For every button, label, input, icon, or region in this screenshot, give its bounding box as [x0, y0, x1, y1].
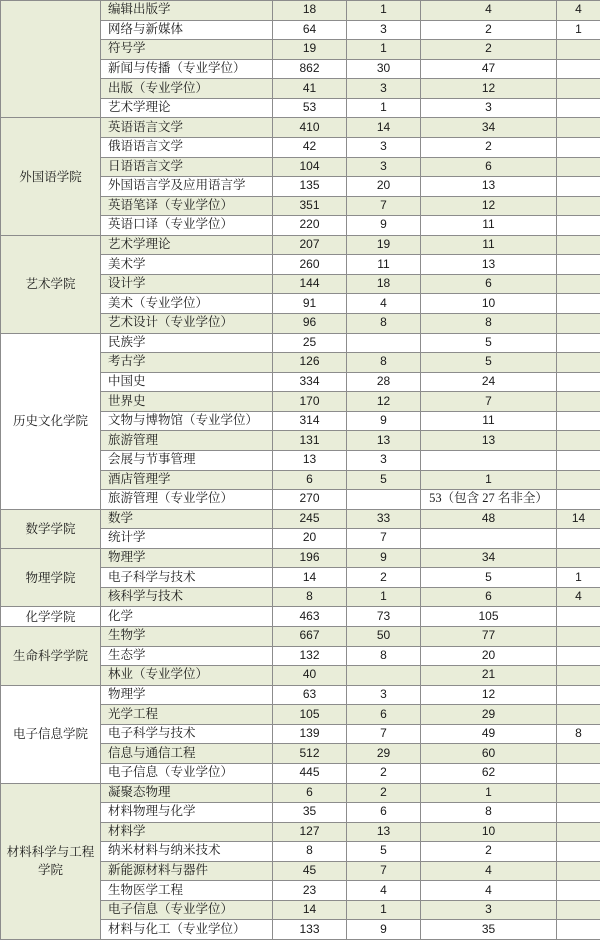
- value-cell-v1: 18: [273, 1, 347, 21]
- value-cell-v4: [557, 744, 600, 764]
- value-cell-v2: 9: [347, 216, 421, 236]
- value-cell-v2: 1: [347, 40, 421, 60]
- table-row: [1, 627, 600, 647]
- major-cell: 网络与新媒体: [101, 20, 273, 40]
- value-cell-v4: 4: [557, 587, 600, 607]
- value-cell-v1: 144: [273, 274, 347, 294]
- value-cell-v4: [557, 40, 600, 60]
- value-cell-v4: [557, 685, 600, 705]
- value-cell-v1: 104: [273, 157, 347, 177]
- table-row: [1, 333, 600, 353]
- value-cell-v1: 19: [273, 40, 347, 60]
- major-cell: 化学: [101, 607, 273, 627]
- value-cell-v1: 127: [273, 822, 347, 842]
- value-cell-v4: [557, 79, 600, 99]
- value-cell-v2: 1: [347, 900, 421, 920]
- value-cell-v2: 3: [347, 79, 421, 99]
- value-cell-v4: [557, 157, 600, 177]
- value-cell-v3: 1: [421, 470, 557, 490]
- major-cell: 中国史: [101, 372, 273, 392]
- value-cell-v4: [557, 450, 600, 470]
- college-cell: 电子信息学院: [1, 685, 101, 783]
- value-cell-v1: 45: [273, 861, 347, 881]
- value-cell-v3: [421, 529, 557, 549]
- value-cell-v3: 49: [421, 724, 557, 744]
- value-cell-v4: [557, 411, 600, 431]
- major-cell: 林业（专业学位）: [101, 666, 273, 686]
- value-cell-v3: 10: [421, 294, 557, 314]
- table-row: [1, 118, 600, 138]
- major-cell: 美术（专业学位）: [101, 294, 273, 314]
- value-cell-v4: [557, 607, 600, 627]
- value-cell-v2: 3: [347, 137, 421, 157]
- value-cell-v3: 11: [421, 216, 557, 236]
- value-cell-v4: [557, 235, 600, 255]
- value-cell-v1: 512: [273, 744, 347, 764]
- value-cell-v1: 314: [273, 411, 347, 431]
- value-cell-v3: 29: [421, 705, 557, 725]
- value-cell-v3: 13: [421, 255, 557, 275]
- value-cell-v2: 8: [347, 646, 421, 666]
- value-cell-v2: [347, 666, 421, 686]
- value-cell-v1: 220: [273, 216, 347, 236]
- college-cell: [1, 1, 101, 118]
- college-cell: 生命科学学院: [1, 627, 101, 686]
- value-cell-v4: [557, 529, 600, 549]
- major-cell: 凝聚态物理: [101, 783, 273, 803]
- value-cell-v3: 4: [421, 881, 557, 901]
- value-cell-v1: 196: [273, 548, 347, 568]
- value-cell-v4: 1: [557, 20, 600, 40]
- value-cell-v3: 62: [421, 763, 557, 783]
- value-cell-v4: [557, 177, 600, 197]
- value-cell-v2: 3: [347, 20, 421, 40]
- value-cell-v1: 133: [273, 920, 347, 940]
- value-cell-v3: 60: [421, 744, 557, 764]
- value-cell-v1: 667: [273, 627, 347, 647]
- value-cell-v3: 5: [421, 568, 557, 588]
- value-cell-v3: 11: [421, 411, 557, 431]
- value-cell-v1: 351: [273, 196, 347, 216]
- major-cell: 旅游管理: [101, 431, 273, 451]
- value-cell-v1: 96: [273, 314, 347, 334]
- value-cell-v1: 14: [273, 900, 347, 920]
- value-cell-v4: [557, 333, 600, 353]
- value-cell-v1: 91: [273, 294, 347, 314]
- value-cell-v2: 6: [347, 803, 421, 823]
- value-cell-v3: [421, 450, 557, 470]
- value-cell-v4: [557, 861, 600, 881]
- value-cell-v1: 20: [273, 529, 347, 549]
- value-cell-v3: 20: [421, 646, 557, 666]
- value-cell-v4: [557, 59, 600, 79]
- value-cell-v2: 6: [347, 705, 421, 725]
- value-cell-v3: 21: [421, 666, 557, 686]
- major-cell: 数学: [101, 509, 273, 529]
- value-cell-v3: 11: [421, 235, 557, 255]
- college-cell: 艺术学院: [1, 235, 101, 333]
- major-cell: 材料学: [101, 822, 273, 842]
- value-cell-v1: 23: [273, 881, 347, 901]
- value-cell-v4: [557, 372, 600, 392]
- value-cell-v1: 126: [273, 353, 347, 373]
- value-cell-v4: [557, 881, 600, 901]
- college-cell: 历史文化学院: [1, 333, 101, 509]
- value-cell-v4: [557, 353, 600, 373]
- value-cell-v2: 1: [347, 587, 421, 607]
- value-cell-v3: 6: [421, 274, 557, 294]
- value-cell-v4: [557, 431, 600, 451]
- value-cell-v3: 10: [421, 822, 557, 842]
- value-cell-v2: 2: [347, 763, 421, 783]
- value-cell-v4: [557, 490, 600, 510]
- value-cell-v2: 28: [347, 372, 421, 392]
- value-cell-v2: 13: [347, 431, 421, 451]
- value-cell-v1: 8: [273, 842, 347, 862]
- value-cell-v3: 13: [421, 177, 557, 197]
- value-cell-v2: 19: [347, 235, 421, 255]
- value-cell-v2: 2: [347, 568, 421, 588]
- value-cell-v1: 270: [273, 490, 347, 510]
- value-cell-v4: [557, 666, 600, 686]
- table-row: [1, 607, 600, 627]
- value-cell-v1: 135: [273, 177, 347, 197]
- major-cell: 生态学: [101, 646, 273, 666]
- major-cell: 英语口译（专业学位）: [101, 216, 273, 236]
- value-cell-v2: 9: [347, 548, 421, 568]
- major-cell: 民族学: [101, 333, 273, 353]
- value-cell-v2: 1: [347, 98, 421, 118]
- value-cell-v3: 34: [421, 548, 557, 568]
- value-cell-v3: 1: [421, 783, 557, 803]
- value-cell-v1: 35: [273, 803, 347, 823]
- major-cell: 外国语言学及应用语言学: [101, 177, 273, 197]
- value-cell-v2: 5: [347, 470, 421, 490]
- major-cell: 文物与博物馆（专业学位）: [101, 411, 273, 431]
- major-cell: 物理学: [101, 685, 273, 705]
- value-cell-v1: 862: [273, 59, 347, 79]
- value-cell-v4: [557, 783, 600, 803]
- value-cell-v3: 6: [421, 587, 557, 607]
- major-cell: 日语语言文学: [101, 157, 273, 177]
- value-cell-v4: [557, 294, 600, 314]
- value-cell-v2: 20: [347, 177, 421, 197]
- value-cell-v4: [557, 274, 600, 294]
- major-cell: 光学工程: [101, 705, 273, 725]
- table-row: [1, 783, 600, 803]
- major-cell: 材料与化工（专业学位）: [101, 920, 273, 940]
- value-cell-v2: 7: [347, 529, 421, 549]
- value-cell-v4: 1: [557, 568, 600, 588]
- value-cell-v3: 12: [421, 196, 557, 216]
- major-cell: 物理学: [101, 548, 273, 568]
- table-row: [1, 509, 600, 529]
- value-cell-v1: 53: [273, 98, 347, 118]
- major-cell: 俄语语言文学: [101, 137, 273, 157]
- value-cell-v4: [557, 392, 600, 412]
- value-cell-v4: [557, 314, 600, 334]
- value-cell-v1: 131: [273, 431, 347, 451]
- major-cell: 艺术设计（专业学位）: [101, 314, 273, 334]
- major-cell: 符号学: [101, 40, 273, 60]
- value-cell-v4: [557, 705, 600, 725]
- major-cell: 英语语言文学: [101, 118, 273, 138]
- value-cell-v1: 410: [273, 118, 347, 138]
- value-cell-v1: 139: [273, 724, 347, 744]
- value-cell-v2: 4: [347, 294, 421, 314]
- major-cell: 编辑出版学: [101, 1, 273, 21]
- major-cell: 统计学: [101, 529, 273, 549]
- value-cell-v2: 7: [347, 724, 421, 744]
- major-cell: 生物医学工程: [101, 881, 273, 901]
- college-cell: 外国语学院: [1, 118, 101, 235]
- value-cell-v2: 7: [347, 196, 421, 216]
- value-cell-v4: [557, 548, 600, 568]
- value-cell-v4: 14: [557, 509, 600, 529]
- major-cell: 信息与通信工程: [101, 744, 273, 764]
- value-cell-v4: [557, 118, 600, 138]
- value-cell-v2: 3: [347, 157, 421, 177]
- major-cell: 电子科学与技术: [101, 568, 273, 588]
- value-cell-v4: [557, 842, 600, 862]
- major-cell: 材料物理与化学: [101, 803, 273, 823]
- value-cell-v4: [557, 900, 600, 920]
- value-cell-v1: 8: [273, 587, 347, 607]
- value-cell-v3: 24: [421, 372, 557, 392]
- value-cell-v3: 3: [421, 98, 557, 118]
- major-cell: 纳米材料与纳米技术: [101, 842, 273, 862]
- value-cell-v1: 40: [273, 666, 347, 686]
- value-cell-v3: 7: [421, 392, 557, 412]
- value-cell-v4: [557, 137, 600, 157]
- value-cell-v1: 207: [273, 235, 347, 255]
- value-cell-v2: 5: [347, 842, 421, 862]
- value-cell-v3: 2: [421, 842, 557, 862]
- value-cell-v3: 2: [421, 40, 557, 60]
- major-cell: 设计学: [101, 274, 273, 294]
- value-cell-v2: 3: [347, 450, 421, 470]
- value-cell-v3: 4: [421, 1, 557, 21]
- value-cell-v2: 12: [347, 392, 421, 412]
- value-cell-v3: 35: [421, 920, 557, 940]
- major-cell: 出版（专业学位）: [101, 79, 273, 99]
- major-cell: 艺术学理论: [101, 235, 273, 255]
- major-cell: 考古学: [101, 353, 273, 373]
- value-cell-v4: [557, 646, 600, 666]
- value-cell-v4: [557, 196, 600, 216]
- value-cell-v4: [557, 763, 600, 783]
- value-cell-v1: 445: [273, 763, 347, 783]
- value-cell-v1: 463: [273, 607, 347, 627]
- value-cell-v2: 29: [347, 744, 421, 764]
- value-cell-v2: 2: [347, 783, 421, 803]
- value-cell-v4: [557, 98, 600, 118]
- college-cell: 物理学院: [1, 548, 101, 607]
- value-cell-v1: 132: [273, 646, 347, 666]
- value-cell-v3: 2: [421, 20, 557, 40]
- value-cell-v4: [557, 822, 600, 842]
- college-cell: 化学学院: [1, 607, 101, 627]
- value-cell-v2: 14: [347, 118, 421, 138]
- value-cell-v2: 4: [347, 881, 421, 901]
- value-cell-v4: [557, 803, 600, 823]
- value-cell-v3: 34: [421, 118, 557, 138]
- value-cell-v1: 41: [273, 79, 347, 99]
- value-cell-v1: 13: [273, 450, 347, 470]
- value-cell-v3: 8: [421, 314, 557, 334]
- value-cell-v3: 3: [421, 900, 557, 920]
- value-cell-v3: 5: [421, 333, 557, 353]
- value-cell-v2: 50: [347, 627, 421, 647]
- college-cell: 数学学院: [1, 509, 101, 548]
- table-row: [1, 235, 600, 255]
- value-cell-v4: [557, 216, 600, 236]
- value-cell-v3: 47: [421, 59, 557, 79]
- value-cell-v1: 105: [273, 705, 347, 725]
- value-cell-v3: 6: [421, 157, 557, 177]
- value-cell-v2: 30: [347, 59, 421, 79]
- value-cell-v2: [347, 490, 421, 510]
- value-cell-v1: 6: [273, 470, 347, 490]
- value-cell-v3: 12: [421, 79, 557, 99]
- major-cell: 核科学与技术: [101, 587, 273, 607]
- value-cell-v1: 64: [273, 20, 347, 40]
- value-cell-v3: 5: [421, 353, 557, 373]
- value-cell-v4: [557, 470, 600, 490]
- major-cell: 电子科学与技术: [101, 724, 273, 744]
- value-cell-v2: 18: [347, 274, 421, 294]
- value-cell-v4: [557, 627, 600, 647]
- value-cell-v1: 42: [273, 137, 347, 157]
- major-cell: 美术学: [101, 255, 273, 275]
- value-cell-v2: 8: [347, 353, 421, 373]
- major-cell: 新闻与传播（专业学位）: [101, 59, 273, 79]
- table-body: [1, 1, 600, 940]
- value-cell-v4: 8: [557, 724, 600, 744]
- value-cell-v4: 4: [557, 1, 600, 21]
- value-cell-v3: 77: [421, 627, 557, 647]
- value-cell-v4: [557, 920, 600, 940]
- table-row: [1, 685, 600, 705]
- value-cell-v2: 33: [347, 509, 421, 529]
- major-cell: 新能源材料与器件: [101, 861, 273, 881]
- value-cell-v3: 4: [421, 861, 557, 881]
- major-cell: 艺术学理论: [101, 98, 273, 118]
- value-cell-v2: 1: [347, 1, 421, 21]
- value-cell-v1: 14: [273, 568, 347, 588]
- value-cell-v1: 170: [273, 392, 347, 412]
- value-cell-v4: [557, 255, 600, 275]
- value-cell-v2: 9: [347, 411, 421, 431]
- value-cell-v2: 73: [347, 607, 421, 627]
- value-cell-v3: 53（包含 27 名非全）: [421, 490, 557, 510]
- table-row: [1, 548, 600, 568]
- major-cell: 电子信息（专业学位）: [101, 763, 273, 783]
- value-cell-v1: 6: [273, 783, 347, 803]
- value-cell-v3: 13: [421, 431, 557, 451]
- value-cell-v2: [347, 333, 421, 353]
- value-cell-v1: 25: [273, 333, 347, 353]
- value-cell-v1: 63: [273, 685, 347, 705]
- college-cell: 材料科学与工程学院: [1, 783, 101, 940]
- value-cell-v3: 2: [421, 137, 557, 157]
- major-cell: 旅游管理（专业学位）: [101, 490, 273, 510]
- value-cell-v1: 260: [273, 255, 347, 275]
- major-cell: 酒店管理学: [101, 470, 273, 490]
- value-cell-v2: 8: [347, 314, 421, 334]
- value-cell-v2: 3: [347, 685, 421, 705]
- value-cell-v1: 334: [273, 372, 347, 392]
- major-cell: 电子信息（专业学位）: [101, 900, 273, 920]
- value-cell-v3: 8: [421, 803, 557, 823]
- value-cell-v3: 12: [421, 685, 557, 705]
- value-cell-v2: 13: [347, 822, 421, 842]
- major-cell: 英语笔译（专业学位）: [101, 196, 273, 216]
- major-cell: 世界史: [101, 392, 273, 412]
- value-cell-v2: 9: [347, 920, 421, 940]
- value-cell-v3: 105: [421, 607, 557, 627]
- value-cell-v2: 7: [347, 861, 421, 881]
- major-cell: 生物学: [101, 627, 273, 647]
- value-cell-v1: 245: [273, 509, 347, 529]
- table-row: [1, 1, 600, 21]
- value-cell-v2: 11: [347, 255, 421, 275]
- major-cell: 会展与节事管理: [101, 450, 273, 470]
- value-cell-v3: 48: [421, 509, 557, 529]
